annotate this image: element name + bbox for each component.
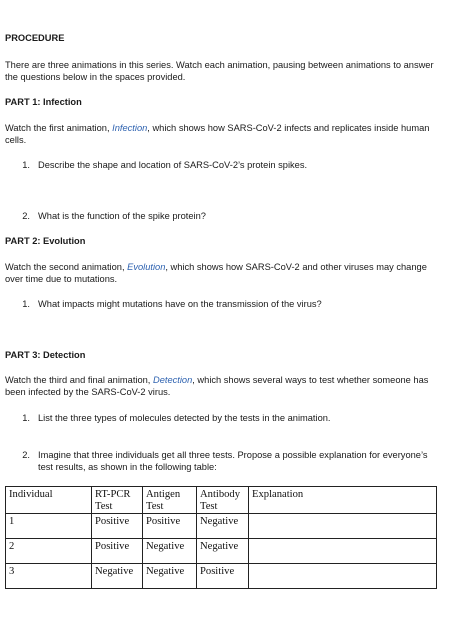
- part2-question-1-number: 1.: [22, 299, 30, 309]
- cell-individual: 1: [6, 514, 92, 539]
- table-row: [6, 564, 437, 589]
- header-antibody-test: Antibody Test: [197, 487, 249, 514]
- procedure-intro-line1: There are three animations in this series. Watch each animation, pausing between animations to answer: [5, 60, 434, 70]
- part3-question-1-number: 1.: [22, 413, 30, 423]
- cell-antibody: Negative: [197, 539, 249, 564]
- cell-explanation[interactable]: [249, 564, 437, 589]
- procedure-heading: PROCEDURE: [5, 33, 65, 43]
- header-rt-pcr-test: RT-PCR Test: [92, 487, 143, 514]
- cell-individual: 2: [6, 539, 92, 564]
- part1-description-line2: cells.: [5, 135, 27, 145]
- header-explanation: Explanation: [249, 487, 437, 514]
- part1-question-2: What is the function of the spike protein?: [38, 211, 206, 221]
- part1-question-1-number: 1.: [22, 160, 30, 170]
- cell-antigen: Negative: [143, 564, 197, 589]
- cell-explanation[interactable]: [249, 539, 437, 564]
- part2-description: Watch the second animation, Evolution, which shows how SARS-CoV-2 and other viruses may change: [5, 262, 427, 272]
- part2-animation-link[interactable]: Evolution: [127, 262, 166, 272]
- table-header-row: [6, 487, 437, 514]
- part3-question-1: List the three types of molecules detected by the tests in the animation.: [38, 413, 331, 423]
- header-individual: Individual: [6, 487, 92, 514]
- cell-antibody: Negative: [197, 514, 249, 539]
- part3-animation-link[interactable]: Detection: [152, 375, 193, 385]
- part1-question-1: Describe the shape and location of SARS-CoV-2’s protein spikes.: [38, 160, 308, 170]
- table-row: [6, 539, 437, 564]
- cell-individual: 3: [6, 564, 92, 589]
- procedure-intro-line2: the questions below in the spaces provided.: [5, 72, 186, 82]
- part2-description-line2: over time due to mutations.: [5, 274, 118, 284]
- cell-rt-pcr: Positive: [92, 539, 143, 564]
- test-results-table: [5, 486, 437, 589]
- part1-heading: PART 1: Infection: [5, 97, 82, 107]
- part3-description-line2: been infected by the SARS-CoV-2 virus.: [5, 387, 171, 397]
- part3-question-2: Imagine that three individuals get all three tests. Propose a possible explanation for everyone’s: [38, 450, 428, 460]
- cell-rt-pcr: Negative: [92, 564, 143, 589]
- part1-animation-link[interactable]: Infection: [112, 123, 148, 133]
- cell-explanation[interactable]: [249, 514, 437, 539]
- part3-question-2-number: 2.: [22, 450, 30, 460]
- part3-question-2-line2: test results, as shown in the following table:: [38, 462, 217, 472]
- header-antigen-test: Antigen Test: [143, 487, 197, 514]
- part3-description: Watch the third and final animation, Detection, which shows several ways to test whether someone has: [5, 375, 429, 385]
- part1-question-2-number: 2.: [22, 211, 30, 221]
- cell-rt-pcr: Positive: [92, 514, 143, 539]
- table-row: [6, 514, 437, 539]
- part1-description: Watch the first animation, Infection, which shows how SARS-CoV-2 infects and replicates inside human: [5, 123, 430, 133]
- cell-antigen: Positive: [143, 514, 197, 539]
- part2-question-1: What impacts might mutations have on the transmission of the virus?: [38, 299, 322, 309]
- cell-antibody: Positive: [197, 564, 249, 589]
- cell-antigen: Negative: [143, 539, 197, 564]
- part2-heading: PART 2: Evolution: [5, 236, 86, 246]
- part3-heading: PART 3: Detection: [5, 350, 86, 360]
